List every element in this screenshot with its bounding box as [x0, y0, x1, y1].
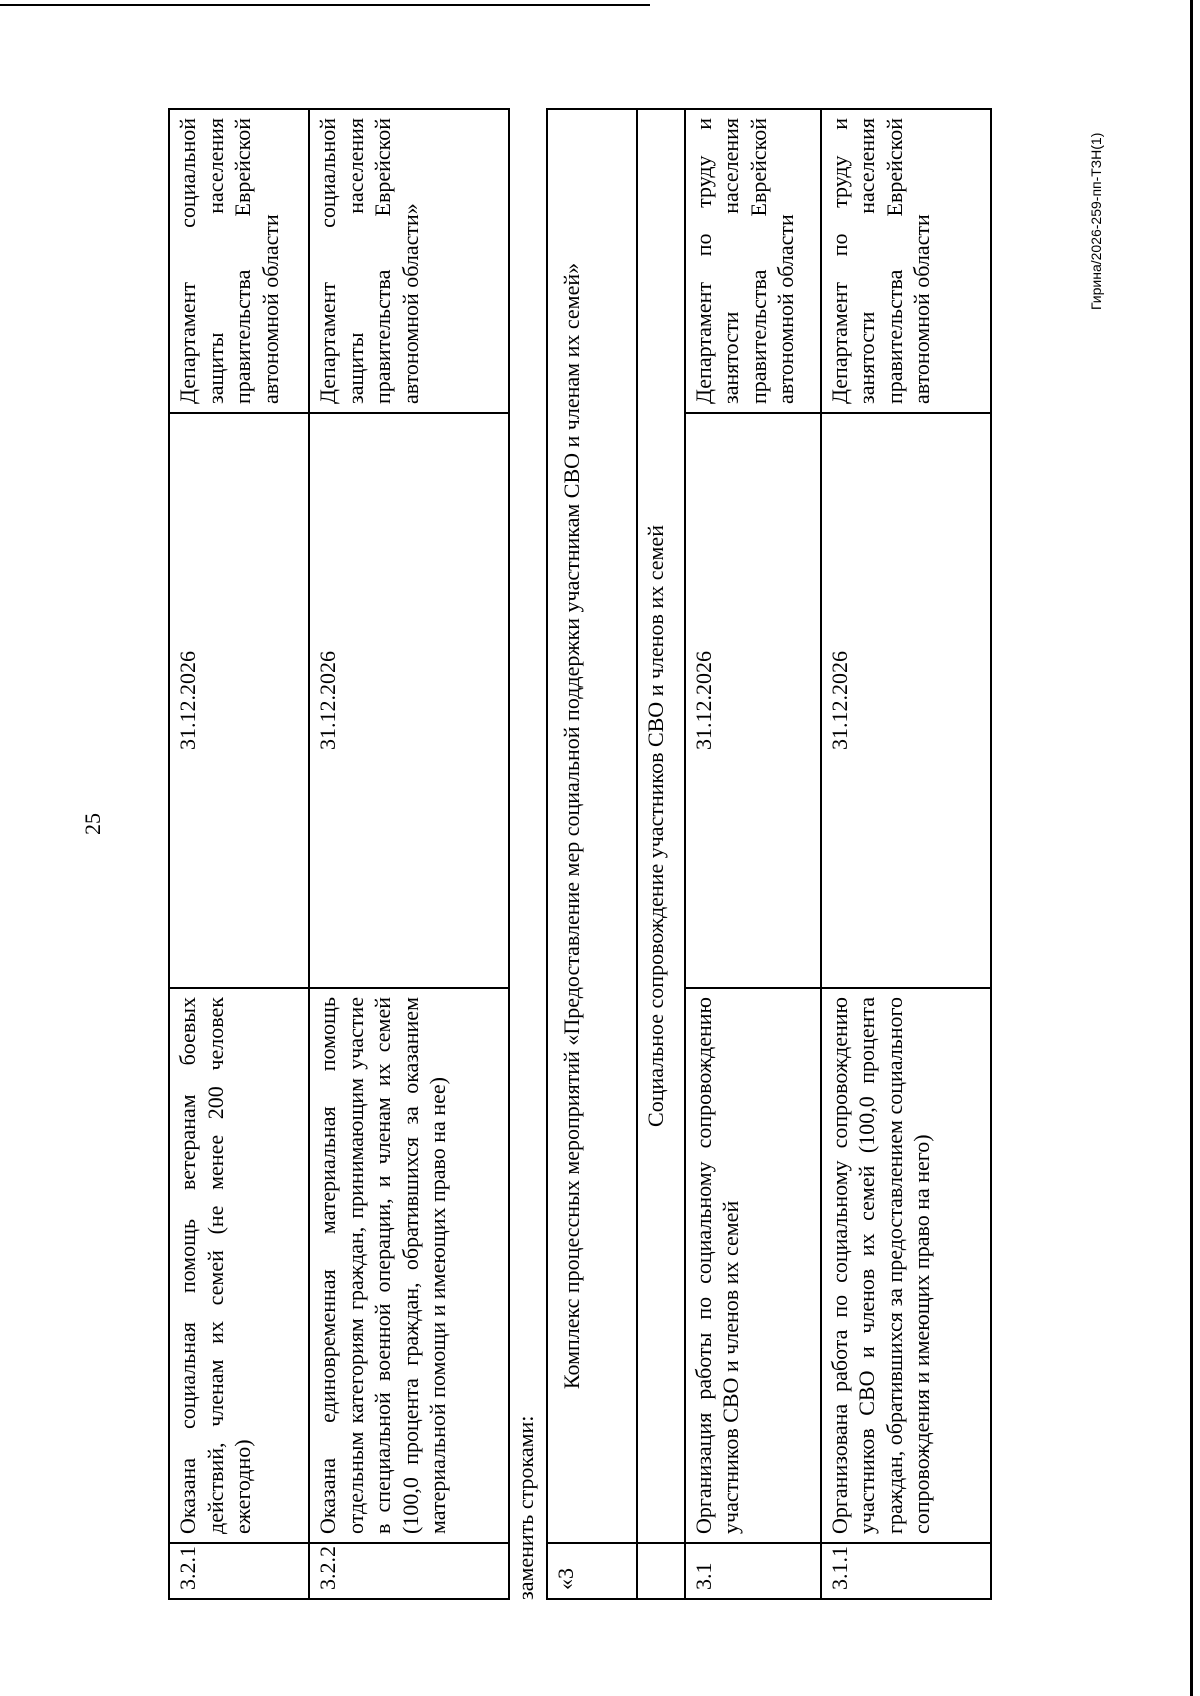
responsible-department: Департамент социальной защиты населения правительства Еврейской автономной области — [169, 109, 309, 413]
row-number: 3.1 — [685, 1543, 821, 1599]
document-footer-code: Гирина/2026-259-пп-ТЗН(1) — [1088, 132, 1104, 310]
section-header-row — [547, 109, 637, 1599]
table-row — [169, 109, 309, 1599]
measure-text: Организована работа по социальному сопровождению участников СВО и членов их семей (100,0 процента граждан, обратившихся за предоставлением социального сопровождения и имеющих право на него) — [821, 988, 991, 1543]
table-row — [309, 109, 509, 1599]
row-number: 3.1.1 — [821, 1543, 991, 1599]
measures-table-new — [546, 108, 992, 1600]
responsible-department: Департамент социальной защиты населения правительства Еврейской автономной области» — [309, 109, 509, 413]
measure-text: Оказана социальная помощь ветеранам боевых действий, членам их семей (не менее 200 человек ежегодно) — [169, 988, 309, 1543]
section-title: Комплекс процессных мероприятий «Предоставление мер социальной поддержки участникам СВО и членам их семей» — [547, 109, 637, 1543]
scan-edge-top — [0, 4, 650, 6]
measure-text: Организация работы по социальному сопровождению участников СВО и членов их семей — [685, 988, 821, 1543]
deadline-date: 31.12.2026 — [685, 413, 821, 988]
subsection-title: Социальное сопровождение участников СВО и членов их семей — [637, 109, 685, 1543]
rotated-page-content — [168, 110, 968, 1600]
responsible-department: Департамент по труду и занятости населения правительства Еврейской автономной области — [821, 109, 991, 413]
table-row — [821, 109, 991, 1599]
row-number: 3.2.1 — [169, 1543, 309, 1599]
deadline-date: 31.12.2026 — [309, 413, 509, 988]
deadline-date: 31.12.2026 — [821, 413, 991, 988]
subsection-header-row — [637, 109, 685, 1599]
measure-text: Оказана единовременная материальная помощь отдельным категориям граждан, принимающим участие в специальной военной операции, и членам их семей (100,0 процента граждан, обратившихся за оказанием материальной помощи и имеющих право на нее) — [309, 988, 509, 1543]
table-row — [685, 109, 821, 1599]
section-number: «3 — [547, 1543, 637, 1599]
empty-cell — [637, 1543, 685, 1599]
row-number: 3.2.2 — [309, 1543, 509, 1599]
page-number: 25 — [80, 813, 105, 835]
replace-instruction: заменить строками: — [513, 1415, 538, 1600]
responsible-department: Департамент по труду и занятости населения правительства Еврейской автономной области — [685, 109, 821, 413]
scan-edge-right — [1190, 0, 1193, 1696]
measures-table-old — [168, 108, 510, 1600]
deadline-date: 31.12.2026 — [169, 413, 309, 988]
